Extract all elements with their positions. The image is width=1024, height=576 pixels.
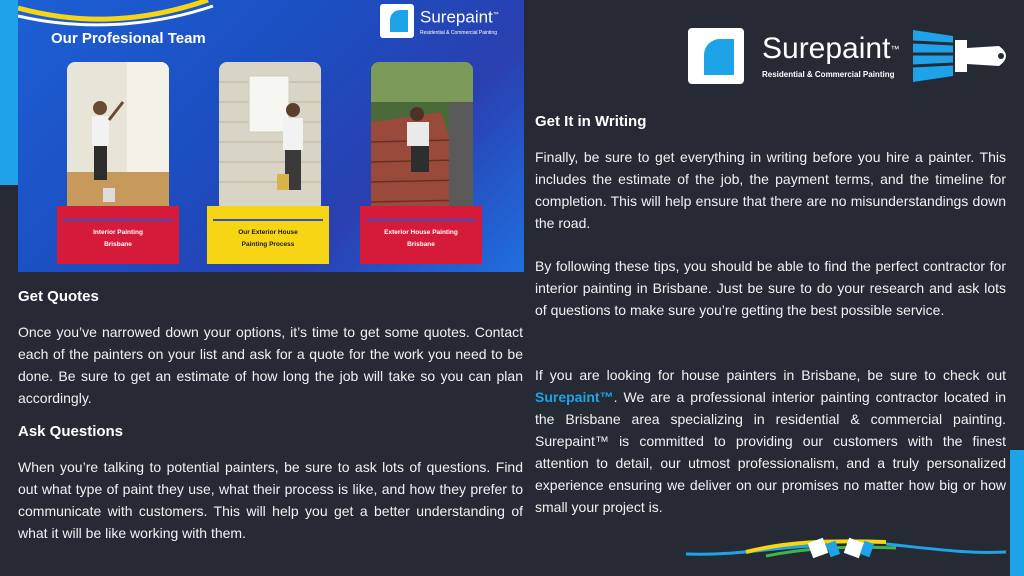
card-exterior-house-line1: Exterior House Painting: [384, 229, 458, 236]
right-accent-bar: [1010, 450, 1024, 576]
card-exterior-process: [207, 206, 329, 264]
logo-tagline: Residential & Commercial Painting: [762, 69, 895, 79]
paint-swoosh-decoration: [18, 0, 218, 30]
tips-summary-paragraph: By following these tips, you should be able to find the perfect contractor for interior painting in Brisbane. Just be sure to do your research and ask lots of questions to make sure you’re getting the best possible service.: [535, 258, 1006, 318]
card-exterior-house-painting: [360, 206, 482, 264]
team-panel-logo: [380, 4, 499, 38]
get-quotes-paragraph: Once you’ve narrowed down your options, it’s time to get some quotes. Contact each of the painters on your list and ask for a quote for the work you need to be done. Be sure to get an estimate of how long the job will take so you can plan accordingly.: [18, 324, 523, 406]
logo-brand-name: Surepaint: [762, 31, 891, 65]
get-it-in-writing-paragraph: Finally, be sure to get everything in writing before you hire a painter. This includes the estimate of the job, the payment terms, and the timeline for completion. This will help ensure that there are no misunderstandings down the road.: [535, 149, 1006, 231]
surepaint-promo-paragraph: [535, 364, 1006, 518]
card-exterior-house-line2: Brisbane: [407, 241, 435, 248]
ask-questions-heading: Ask Questions: [18, 423, 124, 440]
surepaint-logo-mark-icon: [380, 4, 414, 38]
panel-logo-tagline: Residential & Commercial Painting: [420, 29, 497, 36]
logo-trademark: ™: [890, 43, 900, 54]
card-interior-line2: Brisbane: [104, 241, 132, 248]
interior-painter-photo: [67, 62, 169, 212]
card-exterior-line2: Painting Process: [241, 241, 295, 248]
surepaint-logo: [688, 28, 1015, 84]
ask-questions-paragraph: When you’re talking to potential painters, be sure to ask lots of questions. Find out what type of paint they use, what their process is like, and how they prefer to communicate with customers. This will help you get a better understanding of what it will be like working with them.: [18, 459, 523, 541]
deck-painter-photo: [371, 62, 473, 212]
promo-text-after: . We are a professional interior painting contractor located in the Brisbane area specializing in residential & commercial painting. Surepaint™ is committed to providing our customers with the finest attention to detail, our utmost professionalism, and a truly personalized experience ensuring we deliver on our promises no matter how big or how small your project is.: [535, 389, 1006, 515]
promo-text-before: If you are looking for house painters in Brisbane, be sure to check out: [535, 367, 1006, 383]
left-accent-bar: [0, 0, 18, 185]
paint-brush-swoosh-icon: [686, 534, 1006, 564]
card-exterior-line1: Our Exterior House: [238, 229, 298, 236]
get-quotes-heading: Get Quotes: [18, 288, 99, 305]
team-panel-title: Our Profesional Team: [51, 30, 206, 47]
card-interior-painting: [57, 206, 179, 264]
panel-logo-trademark: ™: [492, 12, 499, 19]
team-image-panel: [18, 0, 524, 272]
exterior-painter-photo: [219, 62, 321, 212]
brush-icon: [913, 28, 1015, 84]
panel-logo-brand: Surepaint: [420, 7, 493, 27]
surepaint-logo-icon: [688, 28, 744, 84]
surepaint-link[interactable]: Surepaint™: [535, 389, 614, 405]
card-interior-line1: Interior Painting: [93, 229, 143, 236]
get-it-in-writing-heading: Get It in Writing: [535, 113, 647, 130]
